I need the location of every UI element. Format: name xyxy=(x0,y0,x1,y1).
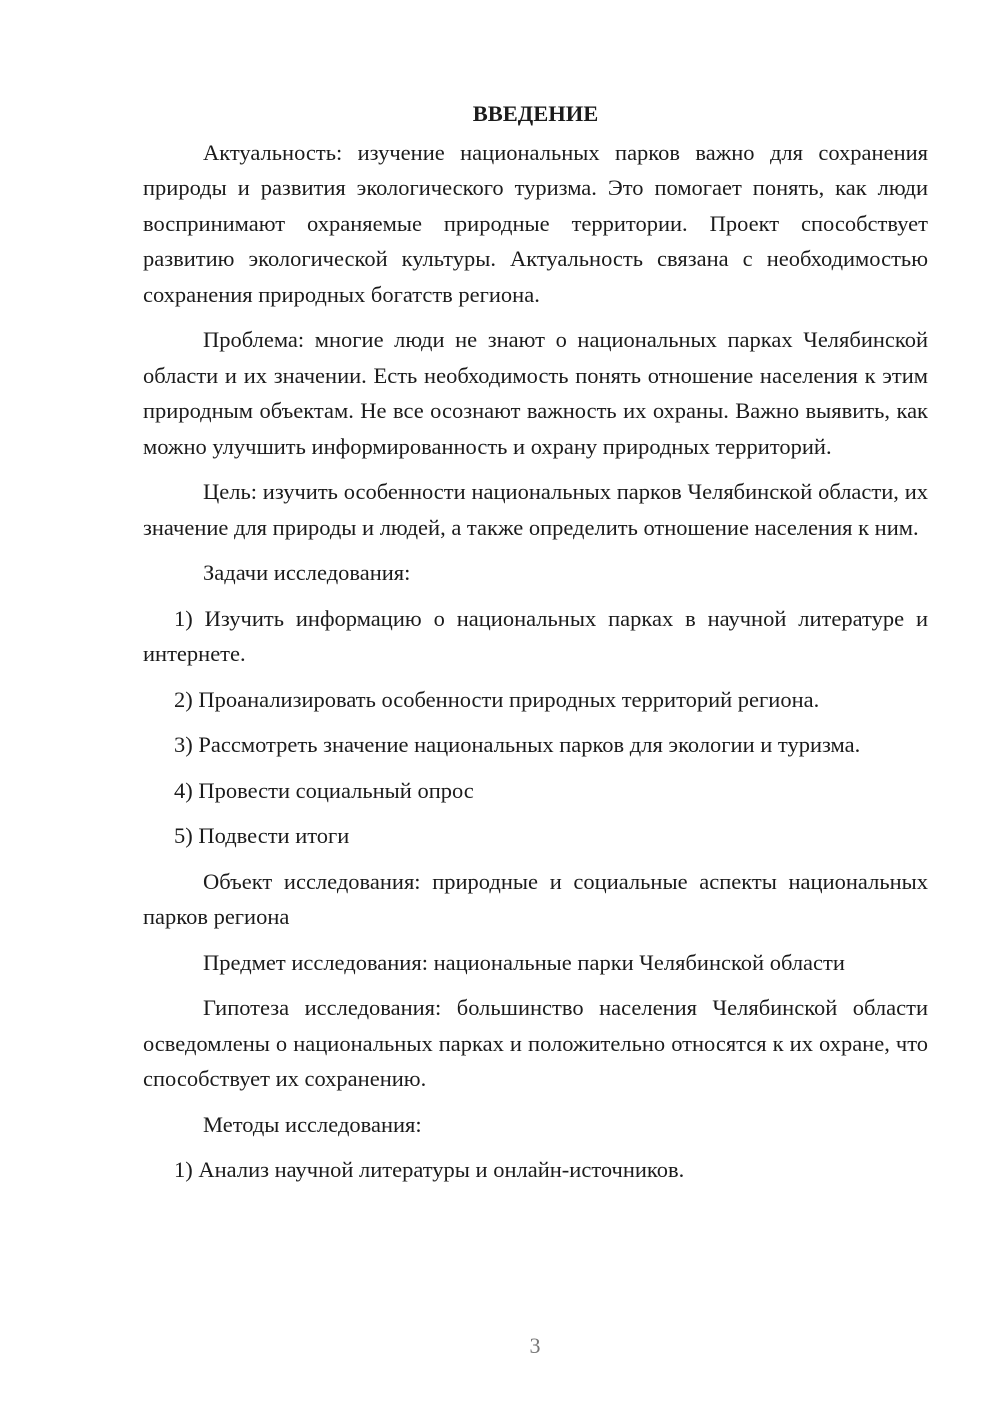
page-number: 3 xyxy=(529,1333,541,1358)
problem-paragraph: Проблема: многие люди не знают о национальных парках Челябинской области и их значении. Есть необходимость понять отношение населения к этим природным объектам. Не все осознают важность их охраны. Важно выявить, как можно улучшить информированность и охрану природных территорий. xyxy=(143,327,928,459)
task-item-1: 1) Изучить информацию о национальных парках в научной литературе и интернете. xyxy=(143,605,928,666)
goal-paragraph: Цель: изучить особенности национальных парков Челябинской области, их значение для природы и людей, а также определить отношение населения к ним. xyxy=(143,479,928,540)
hypothesis-paragraph: Гипотеза исследования: большинство населения Челябинской области осведомлены о национальных парках и положительно относятся к их охране, что способствует их сохранению. xyxy=(143,995,928,1091)
object-paragraph: Объект исследования: природные и социальные аспекты национальных парков региона xyxy=(143,868,928,929)
task-item-3: 3) Рассмотреть значение национальных парков для экологии и туризма. xyxy=(174,732,861,757)
task-item-2: 2) Проанализировать особенности природных территорий региона. xyxy=(174,686,820,712)
task-item-5: 5) Подвести итоги xyxy=(174,823,350,848)
section-title: ВВЕДЕНИЕ xyxy=(472,101,599,126)
method-item-1: 1) Анализ научной литературы и онлайн-источников. xyxy=(174,1157,685,1182)
task-item-4: 4) Провести социальный опрос xyxy=(174,777,474,803)
relevance-paragraph: Актуальность: изучение национальных парков важно для сохранения природы и развития экологического туризма. Это помогает понять, как люди воспринимают охраняемые природные территории. Проект способствует развитию экологической культуры. Актуальность связана с необходимостью сохранения природных богатств региона. xyxy=(143,139,928,307)
page-content xyxy=(143,96,928,1198)
subject-paragraph: Предмет исследования: национальные парки Челябинской области xyxy=(203,949,845,975)
methods-heading: Методы исследования: xyxy=(203,1111,422,1137)
tasks-heading: Задачи исследования: xyxy=(203,560,411,585)
